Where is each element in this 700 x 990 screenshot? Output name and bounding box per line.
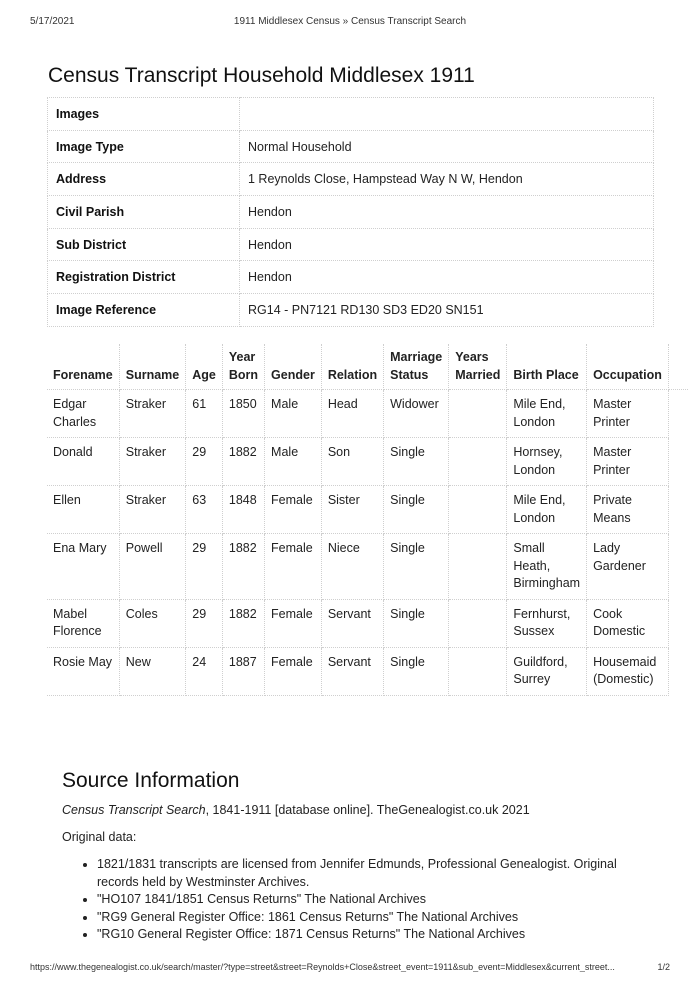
cell-years-married [449,486,507,534]
list-item: • "HO107 1841/1851 Census Returns" The National Archives [97,891,637,909]
cell-gender: Male [265,390,322,438]
cell-marriage-status: Single [384,486,449,534]
cell-occupation: Private Means [587,486,669,534]
info-row-registration-district [48,261,654,294]
cell-marriage-status: Widower [384,390,449,438]
info-value: Hendon [240,196,654,229]
table-row [47,438,688,486]
table-row [47,390,688,438]
cell-forename: Rosie May [47,647,119,695]
cell-occupation: Master Printer [587,390,669,438]
cell-year-born: 1882 [222,438,264,486]
col-header-years-married: Years Married [449,344,507,390]
citation-database-name: Census Transcript Search [62,803,206,817]
cell-occupation: Cook Domestic [587,599,669,647]
cell-birth-place: Small Heath, Birmingham [507,534,587,600]
cell-birth-place: Mile End, London [507,390,587,438]
cell-occupation: Master Printer [587,438,669,486]
cell-relation: Sister [321,486,383,534]
household-members-table [47,344,688,696]
info-value: Hendon [240,261,654,294]
info-row-image-reference [48,294,654,327]
page-title: Census Transcript Household Middlesex 1911 [48,64,475,87]
cell-surname: Coles [119,599,186,647]
cell-spacer [668,390,688,438]
col-header-spacer [668,344,688,390]
col-header-age: Age [186,344,223,390]
cell-year-born: 1882 [222,599,264,647]
household-info-table [47,97,654,327]
col-header-marriage-status: Marriage Status [384,344,449,390]
cell-forename: Edgar Charles [47,390,119,438]
info-label: Address [48,163,240,196]
info-label: Image Reference [48,294,240,327]
cell-gender: Female [265,647,322,695]
info-row-image-type [48,130,654,163]
cell-age: 63 [186,486,223,534]
list-item: • "RG9 General Register Office: 1861 Census Returns" The National Archives [97,909,637,927]
cell-relation: Servant [321,647,383,695]
info-row-images [48,98,654,131]
cell-birth-place: Mile End, London [507,486,587,534]
cell-years-married [449,438,507,486]
cell-years-married [449,534,507,600]
col-header-birth-place: Birth Place [507,344,587,390]
print-footer [30,962,670,974]
cell-relation: Niece [321,534,383,600]
cell-age: 29 [186,599,223,647]
table-row [47,599,688,647]
cell-age: 24 [186,647,223,695]
list-item: • "RG10 General Register Office: 1871 Census Returns" The National Archives [97,926,637,944]
info-value [240,98,654,131]
info-label: Image Type [48,130,240,163]
cell-surname: Straker [119,486,186,534]
cell-relation: Son [321,438,383,486]
cell-year-born: 1850 [222,390,264,438]
print-url: https://www.thegenealogist.co.uk/search/master/?type=street&street=Reynolds+Close&street_event=1911&sub_event=Middlesex&current_street... [30,962,615,972]
cell-forename: Donald [47,438,119,486]
list-item: • 1821/1831 transcripts are licensed from Jennifer Edmunds, Professional Genealogist. Original records held by Westminster Archives. [97,856,637,891]
print-date: 5/17/2021 [30,16,75,27]
cell-gender: Female [265,486,322,534]
cell-surname: Powell [119,534,186,600]
info-label: Civil Parish [48,196,240,229]
cell-age: 29 [186,534,223,600]
cell-gender: Male [265,438,322,486]
cell-relation: Servant [321,599,383,647]
print-header [30,16,670,30]
cell-occupation: Lady Gardener [587,534,669,600]
cell-gender: Female [265,599,322,647]
table-row [47,486,688,534]
info-value: Hendon [240,228,654,261]
cell-age: 61 [186,390,223,438]
cell-marriage-status: Single [384,438,449,486]
col-header-gender: Gender [265,344,322,390]
col-header-relation: Relation [321,344,383,390]
info-label: Sub District [48,228,240,261]
cell-gender: Female [265,534,322,600]
cell-spacer [668,534,688,600]
col-header-surname: Surname [119,344,186,390]
info-label: Images [48,98,240,131]
cell-forename: Ena Mary [47,534,119,600]
info-value: Normal Household [240,130,654,163]
info-label: Registration District [48,261,240,294]
citation-details: , 1841-1911 [database online]. TheGenealogist.co.uk 2021 [205,803,530,817]
cell-relation: Head [321,390,383,438]
cell-spacer [668,486,688,534]
cell-birth-place: Guildford, Surrey [507,647,587,695]
cell-year-born: 1887 [222,647,264,695]
cell-forename: Mabel Florence [47,599,119,647]
cell-surname: Straker [119,438,186,486]
source-information-title: Source Information [62,769,240,792]
members-header-row [47,344,688,390]
cell-marriage-status: Single [384,534,449,600]
cell-forename: Ellen [47,486,119,534]
original-sources-list [97,856,637,944]
cell-years-married [449,599,507,647]
cell-spacer [668,438,688,486]
print-document-title: 1911 Middlesex Census » Census Transcript Search [233,16,467,27]
info-value: 1 Reynolds Close, Hampstead Way N W, Hendon [240,163,654,196]
cell-years-married [449,390,507,438]
page-number: 1/2 [657,962,670,972]
cell-years-married [449,647,507,695]
original-data-label: Original data: [62,830,137,844]
cell-marriage-status: Single [384,599,449,647]
cell-birth-place: Fernhurst, Sussex [507,599,587,647]
cell-age: 29 [186,438,223,486]
col-header-forename: Forename [47,344,119,390]
cell-spacer [668,599,688,647]
info-row-sub-district [48,228,654,261]
cell-marriage-status: Single [384,647,449,695]
cell-birth-place: Hornsey, London [507,438,587,486]
col-header-year-born: Year Born [222,344,264,390]
info-row-civil-parish [48,196,654,229]
info-value: RG14 - PN7121 RD130 SD3 ED20 SN151 [240,294,654,327]
cell-surname: New [119,647,186,695]
cell-occupation: Housemaid (Domestic) [587,647,669,695]
cell-year-born: 1848 [222,486,264,534]
table-row [47,534,688,600]
cell-spacer [668,647,688,695]
info-row-address [48,163,654,196]
cell-surname: Straker [119,390,186,438]
col-header-occupation: Occupation [587,344,669,390]
source-citation [62,803,530,817]
cell-year-born: 1882 [222,534,264,600]
table-row [47,647,688,695]
